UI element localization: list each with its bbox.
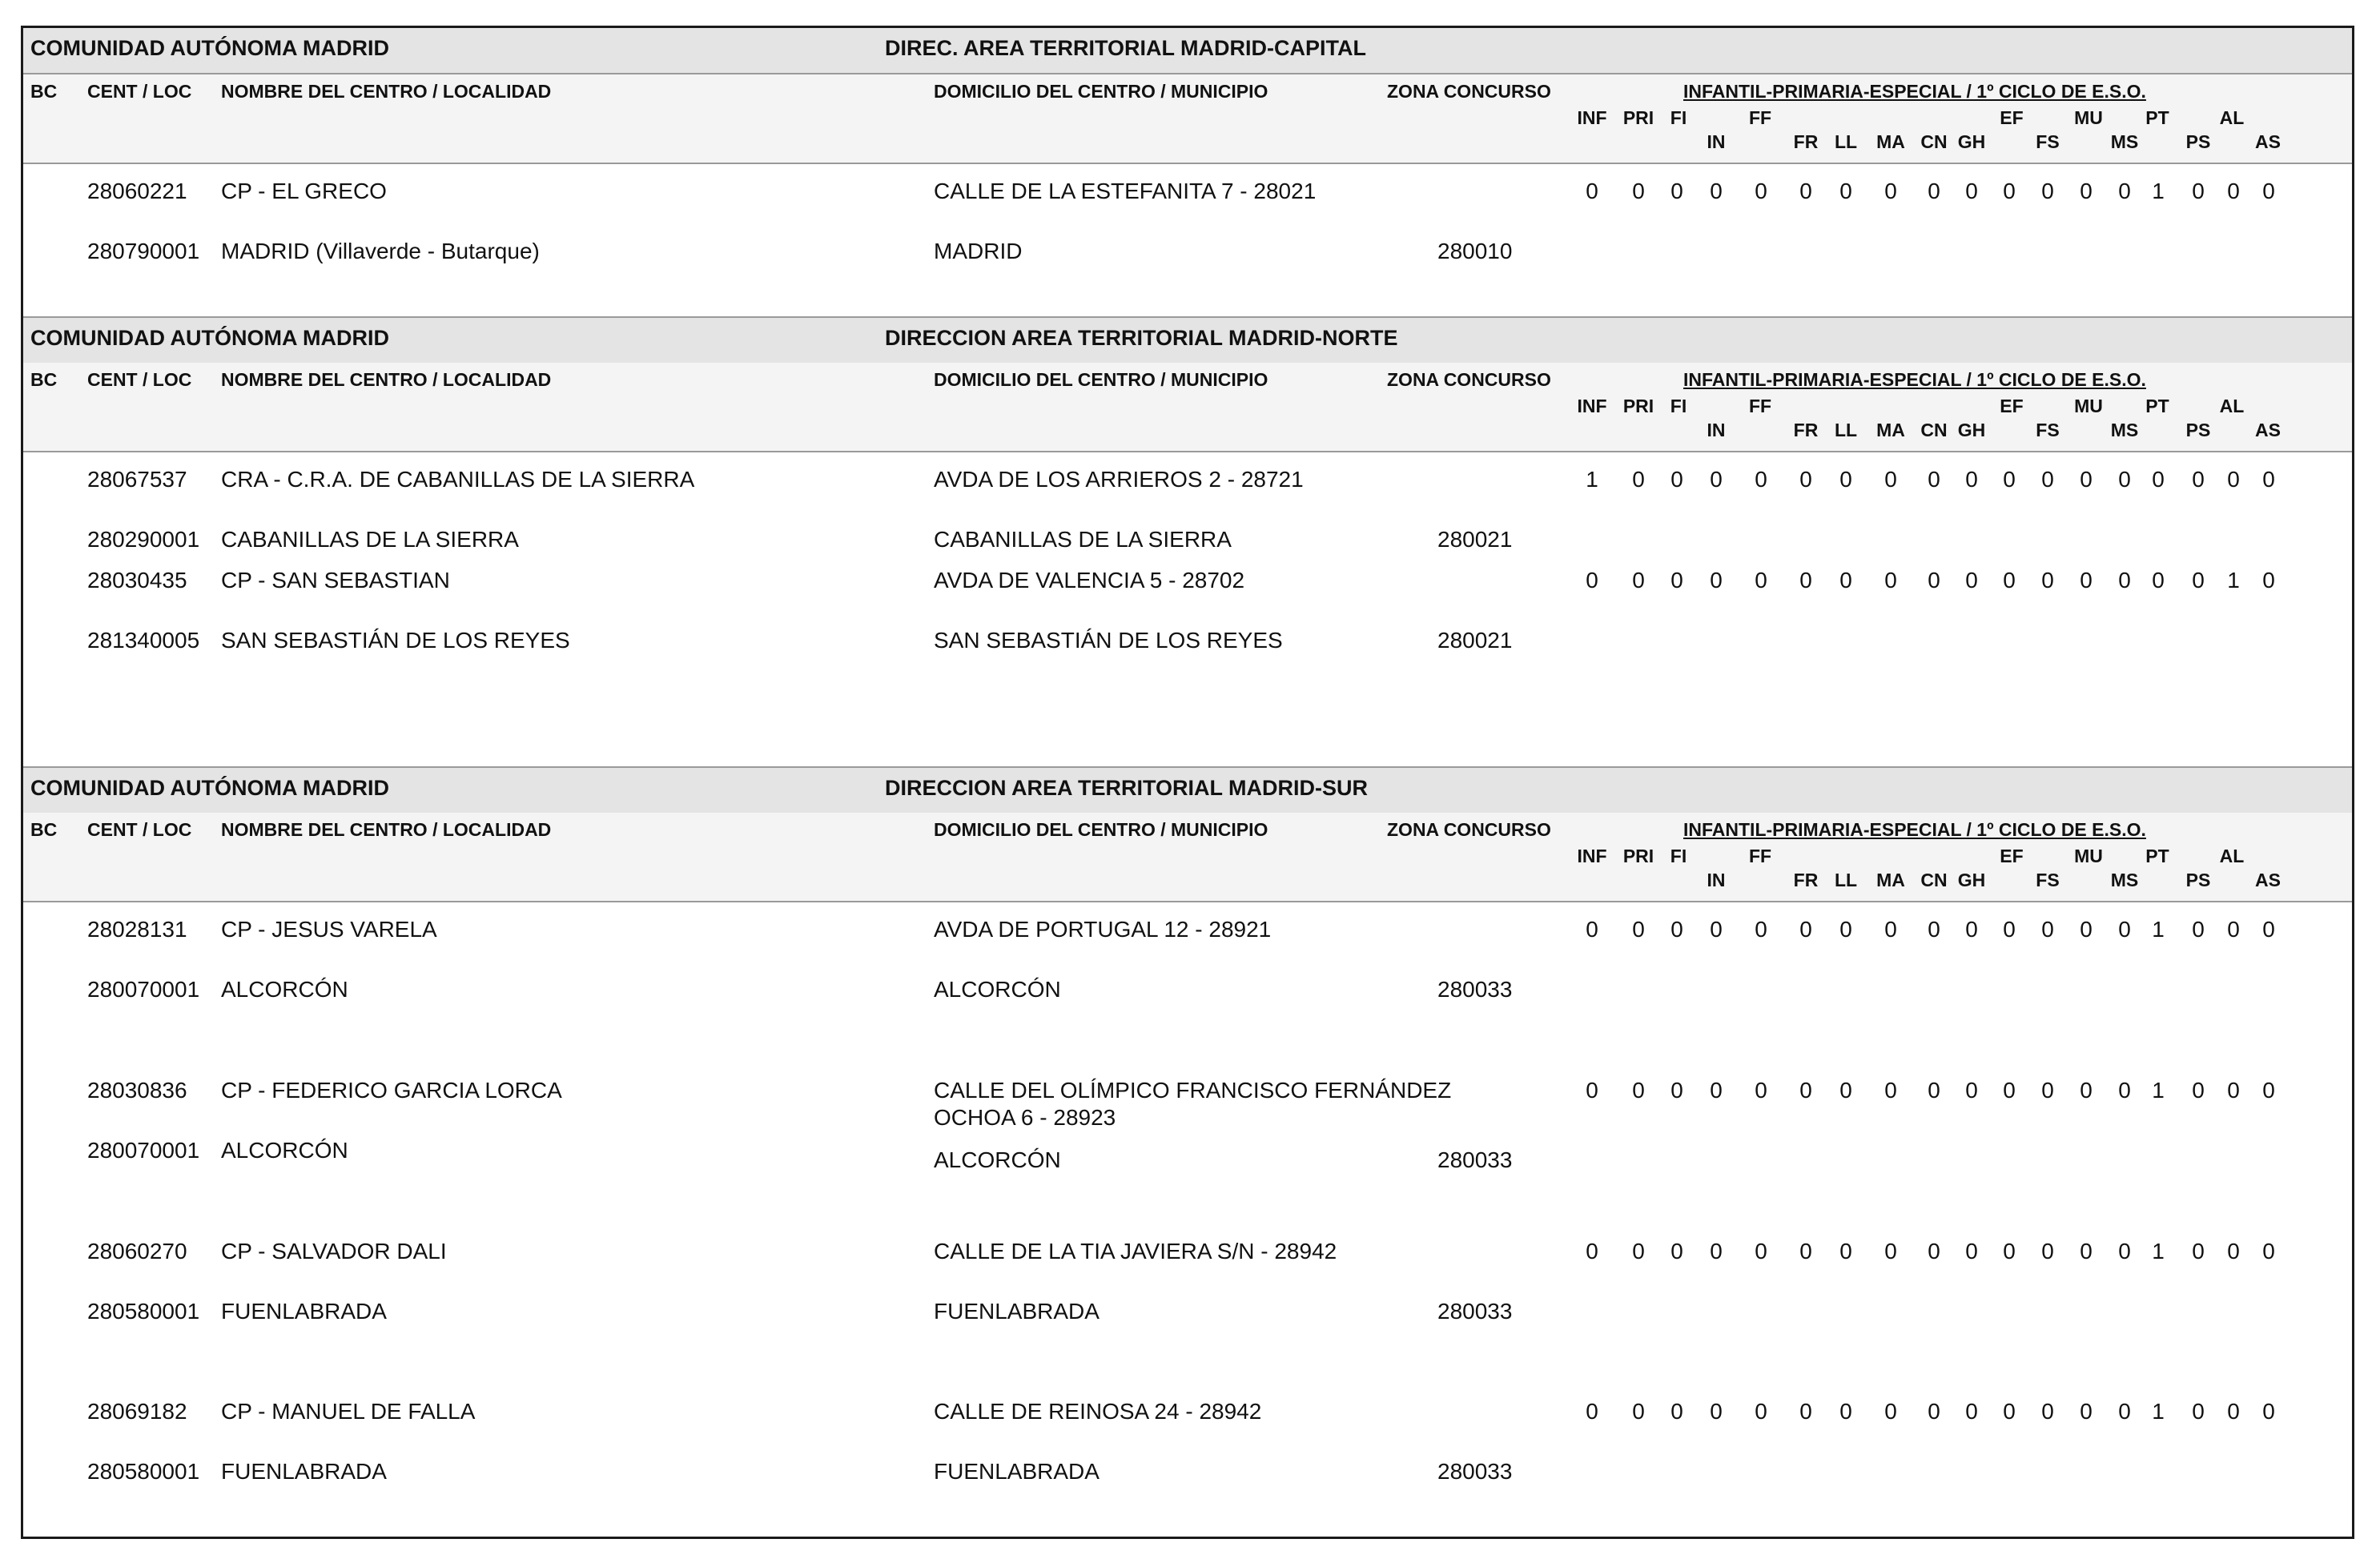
value-cell: 0 — [1799, 1078, 1812, 1103]
value-cell: 0 — [2262, 179, 2275, 203]
centro-code: 28030435 — [87, 568, 187, 593]
header-code: FS — [2036, 420, 2060, 440]
value-cell: 0 — [1965, 467, 1978, 492]
header-code: LL — [1834, 870, 1858, 890]
header-code: FR — [1793, 870, 1819, 890]
header-code: FR — [1793, 131, 1819, 152]
value-cell: 1 — [2152, 1078, 2165, 1103]
value-cell: 0 — [1839, 568, 1852, 593]
centro-code: 28060270 — [87, 1239, 187, 1264]
value-cell: 0 — [1710, 917, 1723, 942]
value-cell: 0 — [2080, 467, 2093, 492]
header-code: FS — [2036, 131, 2060, 152]
localidad-code: 281340005 — [87, 628, 200, 653]
header-code: LL — [1834, 131, 1858, 152]
header-code: AS — [2255, 131, 2281, 152]
header-code: MU — [2074, 396, 2103, 416]
header-code: MS — [2110, 420, 2139, 440]
value-cell: 0 — [2118, 1399, 2131, 1424]
value-cell: 0 — [2227, 467, 2240, 492]
value-cell: 0 — [2262, 568, 2275, 593]
value-cell: 0 — [1928, 568, 1940, 593]
value-cell: 0 — [1928, 467, 1940, 492]
header-code: FF — [1748, 107, 1772, 128]
comunidad-label: COMUNIDAD AUTÓNOMA MADRID — [30, 326, 389, 350]
value-cell: 0 — [1965, 917, 1978, 942]
comunidad-label: COMUNIDAD AUTÓNOMA MADRID — [30, 776, 389, 800]
value-cell: 0 — [2118, 467, 2131, 492]
value-cell: 0 — [1755, 179, 1767, 203]
header-zona: ZONA CONCURSO — [1387, 81, 1551, 102]
value-cell: 0 — [1710, 1239, 1723, 1264]
value-cell: 0 — [2118, 1078, 2131, 1103]
header-code: CN — [1920, 131, 1948, 152]
header-code: FI — [1670, 107, 1687, 128]
value-cell: 0 — [2262, 1078, 2275, 1103]
header-code: MU — [2074, 846, 2103, 866]
value-cell: 0 — [1670, 1078, 1683, 1103]
header-code: PS — [2185, 131, 2211, 152]
value-cell: 0 — [1670, 467, 1683, 492]
municipio: ALCORCÓN — [934, 977, 1061, 1002]
value-cell: 0 — [1755, 1078, 1767, 1103]
header-group: INFANTIL-PRIMARIA-ESPECIAL / 1º CICLO DE E.S.O. — [1683, 81, 2146, 102]
value-cell: 0 — [1928, 179, 1940, 203]
zona-concurso: 280033 — [1437, 977, 1513, 1002]
header-code: IN — [1707, 131, 1726, 152]
value-cell: 0 — [1965, 568, 1978, 593]
header-cent-loc: CENT / LOC — [87, 369, 192, 390]
value-cell: 0 — [1670, 917, 1683, 942]
value-cell: 0 — [2192, 1239, 2205, 1264]
value-cell: 1 — [2152, 1239, 2165, 1264]
header-code: AS — [2255, 420, 2281, 440]
localidad-code: 280790001 — [87, 239, 200, 263]
value-cell: 0 — [2003, 917, 2016, 942]
zona-concurso: 280021 — [1437, 628, 1513, 653]
value-cell: 0 — [1710, 568, 1723, 593]
header-code: FF — [1748, 396, 1772, 416]
value-cell: 0 — [1884, 1078, 1897, 1103]
value-cell: 0 — [2227, 917, 2240, 942]
localidad-code: 280070001 — [87, 977, 200, 1002]
localidad-nombre: FUENLABRADA — [221, 1459, 387, 1484]
value-cell: 0 — [1839, 179, 1852, 203]
header-code: CN — [1920, 420, 1948, 440]
header-bc: BC — [30, 369, 58, 390]
value-cell: 0 — [1670, 179, 1683, 203]
centro-nombre: CP - MANUEL DE FALLA — [221, 1399, 476, 1424]
value-cell: 0 — [2118, 568, 2131, 593]
header-bc: BC — [30, 81, 58, 102]
header-code: FI — [1670, 396, 1687, 416]
centro-domicilio: CALLE DE LA TIA JAVIERA S/N - 28942 — [934, 1239, 1337, 1264]
localidad-code: 280580001 — [87, 1299, 200, 1324]
value-cell: 0 — [1710, 467, 1723, 492]
localidad-code: 280290001 — [87, 527, 200, 552]
value-cell: 0 — [1632, 568, 1645, 593]
value-cell: 0 — [2041, 467, 2054, 492]
header-domicilio: DOMICILIO DEL CENTRO / MUNICIPIO — [934, 81, 1268, 102]
header-code: IN — [1707, 870, 1726, 890]
header-code: CN — [1920, 870, 1948, 890]
header-code: AL — [2219, 846, 2245, 866]
value-cell: 0 — [1799, 568, 1812, 593]
value-cell: 1 — [2152, 179, 2165, 203]
value-cell: 0 — [1928, 1399, 1940, 1424]
value-cell: 0 — [2192, 467, 2205, 492]
value-cell: 0 — [2227, 1078, 2240, 1103]
direccion-label: DIREC. AREA TERRITORIAL MADRID-CAPITAL — [885, 36, 1366, 60]
header-code: MA — [1876, 131, 1905, 152]
header-code: EF — [2000, 396, 2024, 416]
value-cell: 0 — [1839, 1239, 1852, 1264]
header-code: AL — [2219, 107, 2245, 128]
centro-domicilio: AVDA DE VALENCIA 5 - 28702 — [934, 568, 1245, 593]
centro-nombre: CP - FEDERICO GARCIA LORCA — [221, 1078, 562, 1103]
value-cell: 0 — [1670, 568, 1683, 593]
header-code: PS — [2185, 870, 2211, 890]
value-cell: 0 — [2192, 917, 2205, 942]
value-cell: 0 — [1755, 568, 1767, 593]
municipio: MADRID — [934, 239, 1023, 263]
header-code: GH — [1957, 870, 1986, 890]
value-cell: 0 — [1884, 467, 1897, 492]
header-zona: ZONA CONCURSO — [1387, 819, 1551, 840]
value-cell: 0 — [2227, 1399, 2240, 1424]
value-cell: 0 — [2080, 568, 2093, 593]
value-cell: 0 — [1632, 1078, 1645, 1103]
value-cell: 0 — [1884, 1239, 1897, 1264]
value-cell: 1 — [2152, 1399, 2165, 1424]
header-code: INF — [1577, 846, 1607, 866]
header-bc: BC — [30, 819, 58, 840]
value-cell: 0 — [2080, 179, 2093, 203]
localidad-code: 280070001 — [87, 1138, 200, 1163]
value-cell: 0 — [1839, 1078, 1852, 1103]
header-code: PRI — [1622, 846, 1654, 866]
value-cell: 0 — [2262, 1239, 2275, 1264]
value-cell: 0 — [1710, 179, 1723, 203]
report-frame — [21, 26, 2354, 1539]
value-cell: 0 — [1586, 1399, 1598, 1424]
value-cell: 0 — [1928, 1078, 1940, 1103]
value-cell: 0 — [1884, 1399, 1897, 1424]
header-code: PT — [2145, 107, 2169, 128]
column-header — [23, 813, 2352, 902]
header-group: INFANTIL-PRIMARIA-ESPECIAL / 1º CICLO DE E.S.O. — [1683, 369, 2146, 390]
header-code: EF — [2000, 846, 2024, 866]
value-cell: 0 — [1670, 1399, 1683, 1424]
header-code: GH — [1957, 420, 1986, 440]
value-cell: 0 — [2118, 179, 2131, 203]
zona-concurso: 280033 — [1437, 1299, 1513, 1324]
value-cell: 0 — [1884, 917, 1897, 942]
localidad-nombre: MADRID (Villaverde - Butarque) — [221, 239, 540, 263]
column-header — [23, 363, 2352, 452]
centro-domicilio: CALLE DE REINOSA 24 - 28942 — [934, 1399, 1262, 1424]
municipio: FUENLABRADA — [934, 1459, 1100, 1484]
section-title-bar — [23, 766, 2352, 814]
header-cent-loc: CENT / LOC — [87, 819, 192, 840]
localidad-nombre: SAN SEBASTIÁN DE LOS REYES — [221, 628, 570, 653]
centro-nombre: CP - SAN SEBASTIAN — [221, 568, 450, 593]
header-code: LL — [1834, 420, 1858, 440]
header-code: EF — [2000, 107, 2024, 128]
header-group: INFANTIL-PRIMARIA-ESPECIAL / 1º CICLO DE E.S.O. — [1683, 819, 2146, 840]
header-code: MU — [2074, 107, 2103, 128]
value-cell: 0 — [1965, 1399, 1978, 1424]
value-cell: 0 — [1884, 568, 1897, 593]
value-cell: 0 — [2041, 1399, 2054, 1424]
value-cell: 0 — [2118, 1239, 2131, 1264]
centro-code: 28067537 — [87, 467, 187, 492]
value-cell: 0 — [1632, 179, 1645, 203]
value-cell: 0 — [2192, 179, 2205, 203]
value-cell: 0 — [1755, 917, 1767, 942]
municipio: FUENLABRADA — [934, 1299, 1100, 1324]
value-cell: 0 — [1755, 467, 1767, 492]
centro-nombre: CP - SALVADOR DALI — [221, 1239, 447, 1264]
value-cell: 0 — [1965, 179, 1978, 203]
value-cell: 0 — [1632, 1399, 1645, 1424]
header-code: MA — [1876, 420, 1905, 440]
value-cell: 0 — [1928, 1239, 1940, 1264]
header-domicilio: DOMICILIO DEL CENTRO / MUNICIPIO — [934, 819, 1268, 840]
centro-code: 28028131 — [87, 917, 187, 942]
header-code: FI — [1670, 846, 1687, 866]
value-cell: 0 — [2003, 1239, 2016, 1264]
header-code: PRI — [1622, 107, 1654, 128]
value-cell: 0 — [1799, 179, 1812, 203]
centro-code: 28030836 — [87, 1078, 187, 1103]
centro-nombre: CRA - C.R.A. DE CABANILLAS DE LA SIERRA — [221, 467, 695, 492]
centro-domicilio: AVDA DE PORTUGAL 12 - 28921 — [934, 917, 1272, 942]
value-cell: 0 — [1839, 467, 1852, 492]
value-cell: 0 — [2192, 1399, 2205, 1424]
centro-domicilio-line2: OCHOA 6 - 28923 — [934, 1105, 1116, 1130]
value-cell: 0 — [2041, 179, 2054, 203]
header-domicilio: DOMICILIO DEL CENTRO / MUNICIPIO — [934, 369, 1268, 390]
value-cell: 0 — [2003, 467, 2016, 492]
municipio: CABANILLAS DE LA SIERRA — [934, 527, 1232, 552]
header-code: INF — [1577, 107, 1607, 128]
zona-concurso: 280021 — [1437, 527, 1513, 552]
comunidad-label: COMUNIDAD AUTÓNOMA MADRID — [30, 36, 389, 60]
value-cell: 0 — [1799, 917, 1812, 942]
value-cell: 0 — [2192, 1078, 2205, 1103]
zona-concurso: 280010 — [1437, 239, 1513, 263]
value-cell: 0 — [1799, 467, 1812, 492]
value-cell: 0 — [2118, 917, 2131, 942]
value-cell: 0 — [1965, 1239, 1978, 1264]
value-cell: 0 — [2080, 917, 2093, 942]
value-cell: 0 — [2041, 1078, 2054, 1103]
header-code: GH — [1957, 131, 1986, 152]
value-cell: 0 — [1928, 917, 1940, 942]
centro-domicilio: AVDA DE LOS ARRIEROS 2 - 28721 — [934, 467, 1304, 492]
value-cell: 0 — [2227, 1239, 2240, 1264]
header-code: IN — [1707, 420, 1726, 440]
value-cell: 0 — [1586, 568, 1598, 593]
header-nombre: NOMBRE DEL CENTRO / LOCALIDAD — [221, 81, 552, 102]
localidad-nombre: ALCORCÓN — [221, 1138, 348, 1163]
value-cell: 0 — [2262, 1399, 2275, 1424]
value-cell: 0 — [2080, 1239, 2093, 1264]
centro-nombre: CP - EL GRECO — [221, 179, 387, 203]
header-nombre: NOMBRE DEL CENTRO / LOCALIDAD — [221, 369, 552, 390]
section-title-bar — [23, 316, 2352, 364]
value-cell: 0 — [1710, 1399, 1723, 1424]
value-cell: 0 — [2041, 568, 2054, 593]
localidad-nombre: CABANILLAS DE LA SIERRA — [221, 527, 519, 552]
value-cell: 0 — [1799, 1399, 1812, 1424]
centro-code: 28060221 — [87, 179, 187, 203]
centro-code: 28069182 — [87, 1399, 187, 1424]
value-cell: 0 — [1632, 1239, 1645, 1264]
value-cell: 0 — [2152, 568, 2165, 593]
value-cell: 0 — [1586, 179, 1598, 203]
value-cell: 0 — [1586, 917, 1598, 942]
header-code: PT — [2145, 846, 2169, 866]
direccion-label: DIRECCION AREA TERRITORIAL MADRID-NORTE — [885, 326, 1398, 350]
value-cell: 0 — [2227, 179, 2240, 203]
municipio: ALCORCÓN — [934, 1147, 1061, 1172]
value-cell: 1 — [2152, 917, 2165, 942]
value-cell: 0 — [2152, 467, 2165, 492]
header-code: MS — [2110, 870, 2139, 890]
value-cell: 0 — [2003, 568, 2016, 593]
header-cent-loc: CENT / LOC — [87, 81, 192, 102]
localidad-code: 280580001 — [87, 1459, 200, 1484]
value-cell: 0 — [1884, 179, 1897, 203]
value-cell: 0 — [2080, 1078, 2093, 1103]
header-code: MS — [2110, 131, 2139, 152]
zona-concurso: 280033 — [1437, 1459, 1513, 1484]
value-cell: 0 — [1586, 1239, 1598, 1264]
value-cell: 0 — [1586, 1078, 1598, 1103]
value-cell: 0 — [1670, 1239, 1683, 1264]
value-cell: 0 — [1965, 1078, 1978, 1103]
value-cell: 0 — [2262, 467, 2275, 492]
localidad-nombre: ALCORCÓN — [221, 977, 348, 1002]
centro-domicilio: CALLE DEL OLÍMPICO FRANCISCO FERNÁNDEZ — [934, 1078, 1452, 1103]
value-cell: 0 — [1839, 917, 1852, 942]
localidad-nombre: FUENLABRADA — [221, 1299, 387, 1324]
header-code: MA — [1876, 870, 1905, 890]
value-cell: 0 — [2041, 917, 2054, 942]
direccion-label: DIRECCION AREA TERRITORIAL MADRID-SUR — [885, 776, 1369, 800]
header-code: PS — [2185, 420, 2211, 440]
header-code: PT — [2145, 396, 2169, 416]
section-title-bar — [23, 28, 2352, 74]
header-code: INF — [1577, 396, 1607, 416]
header-code: FR — [1793, 420, 1819, 440]
value-cell: 0 — [2003, 1078, 2016, 1103]
value-cell: 0 — [1632, 917, 1645, 942]
header-code: AS — [2255, 870, 2281, 890]
value-cell: 0 — [2041, 1239, 2054, 1264]
value-cell: 1 — [2227, 568, 2240, 593]
header-code: AL — [2219, 396, 2245, 416]
value-cell: 0 — [2080, 1399, 2093, 1424]
value-cell: 0 — [1799, 1239, 1812, 1264]
header-code: FS — [2036, 870, 2060, 890]
header-code: FF — [1748, 846, 1772, 866]
value-cell: 0 — [2192, 568, 2205, 593]
value-cell: 0 — [1632, 467, 1645, 492]
zona-concurso: 280033 — [1437, 1147, 1513, 1172]
municipio: SAN SEBASTIÁN DE LOS REYES — [934, 628, 1283, 653]
value-cell: 0 — [2262, 917, 2275, 942]
value-cell: 0 — [2003, 179, 2016, 203]
value-cell: 0 — [1755, 1239, 1767, 1264]
value-cell: 0 — [1839, 1399, 1852, 1424]
column-header — [23, 74, 2352, 164]
header-zona: ZONA CONCURSO — [1387, 369, 1551, 390]
centro-nombre: CP - JESUS VARELA — [221, 917, 437, 942]
value-cell: 0 — [1710, 1078, 1723, 1103]
header-code: PRI — [1622, 396, 1654, 416]
value-cell: 1 — [1586, 467, 1598, 492]
value-cell: 0 — [2003, 1399, 2016, 1424]
value-cell: 0 — [1755, 1399, 1767, 1424]
header-nombre: NOMBRE DEL CENTRO / LOCALIDAD — [221, 819, 552, 840]
centro-domicilio: CALLE DE LA ESTEFANITA 7 - 28021 — [934, 179, 1317, 203]
